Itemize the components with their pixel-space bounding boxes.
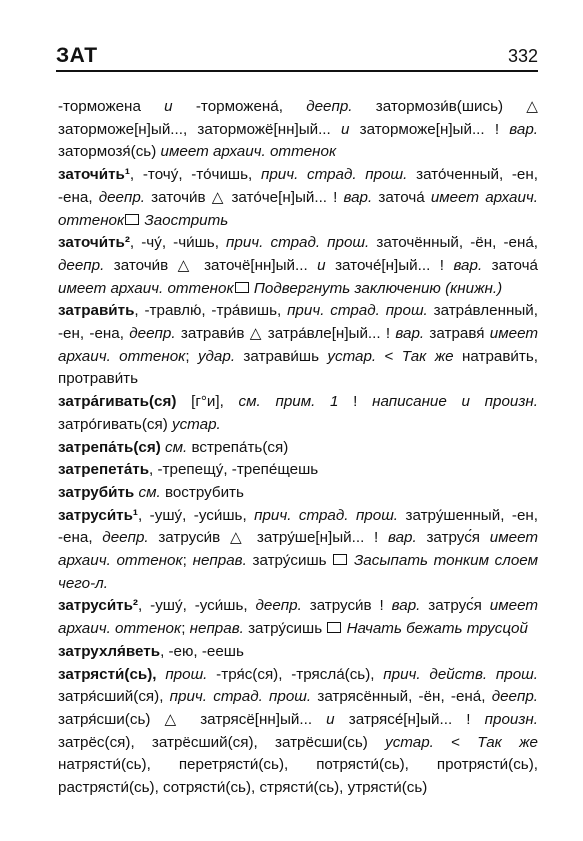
meaning-box-icon [125, 214, 139, 225]
entry-text: заточи́в △ зато́че[н]ый... ! [145, 188, 344, 206]
grammar-label: вар. [391, 597, 421, 615]
grammar-label: деепр. [306, 98, 353, 115]
entry-text: затря́сший(ся), [58, 688, 170, 706]
entry-text: натрави́ть, протрави́ть [58, 347, 538, 388]
headword: заточи́ть² [58, 234, 130, 252]
grammar-label: устар. [171, 415, 221, 433]
entry-text: натрясти́(сь), перетрясти́(сь), потрясти́(сь), протрясти́(сь), растрясти́(сь), сотрясти́(сь), стрясти́(сь), утрясти́(сь) [58, 756, 538, 797]
entry-text: , -точу́, -то́чишь, [129, 166, 261, 184]
entry-text: заточа́ [482, 256, 538, 274]
headword: затрепа́ть(ся) [58, 438, 161, 456]
headword: затрепета́ть [58, 461, 150, 479]
entry-text: зато́ченный, -ен, -ена, [58, 166, 538, 206]
grammar-label: деепр. [102, 529, 149, 547]
entry-text: затра́вленный, -ен, -ена, [58, 302, 538, 343]
entry-text: , -трепещу́, -трепе́щешь [149, 461, 319, 479]
entry-text: , -ушу́, -уси́шь, [138, 506, 255, 524]
entry-text: затрясённый, -ён, -ена́, [311, 688, 492, 706]
grammar-label: имеет архаич. оттенок [58, 597, 538, 638]
grammar-label: устар. [327, 347, 377, 365]
entry-text: < [376, 347, 402, 365]
entry-text: затрясе́[н]ый... ! [334, 710, 485, 728]
entry-text: затрави́шь [235, 347, 328, 365]
entry-text: , -ушу́, -уси́шь, [138, 597, 256, 615]
grammar-label: Засыпать тонким слоем чего-л. [58, 552, 538, 592]
meaning-box-icon [327, 622, 341, 633]
grammar-label: и [340, 120, 350, 138]
grammar-label: и [164, 98, 173, 115]
grammar-label: см. [165, 438, 188, 456]
meaning-box-icon [333, 554, 347, 565]
entry-text: заточа́ [372, 188, 431, 206]
grammar-label: имеет архаич. оттенок [160, 143, 337, 161]
grammar-label: прич. страд. прош. [260, 166, 408, 184]
entry-text: < [433, 733, 478, 751]
dictionary-entry [58, 664, 538, 800]
guide-word: ЗАТ [56, 44, 98, 67]
grammar-label: см. прим. 1 [238, 393, 339, 411]
grammar-label: см. [138, 483, 161, 501]
entry-text: , -чу́, -чи́шь, [129, 234, 227, 252]
grammar-label: Заострить [144, 211, 229, 229]
entry-text: заточе́[н]ый... ! [325, 256, 454, 274]
grammar-label: неправ. [189, 620, 244, 638]
grammar-label: имеет архаич. оттенок [58, 188, 538, 229]
entry-text: затру́сишь [243, 620, 327, 638]
grammar-label: деепр. [58, 256, 105, 274]
entry-text: затро́гивать(ся) [58, 415, 172, 433]
entry-text: затря́сши(сь) △ затрясё[нн]ый... [58, 710, 327, 728]
grammar-label: деепр. [491, 688, 538, 706]
entry-text: вострубить [160, 483, 244, 501]
entry-text: затруси́в △ затру́ше[н]ый... ! [148, 529, 389, 547]
grammar-label: вар. [343, 188, 373, 206]
grammar-label: неправ. [192, 552, 247, 570]
headword: затра́гивать(ся) [58, 393, 177, 411]
headword: затрави́ть [58, 302, 135, 320]
grammar-label: Начать бежать трусцой [346, 620, 528, 638]
grammar-label: деепр. [129, 325, 176, 343]
entry-text: затормозя́(сь) [58, 143, 161, 161]
entry-text: [г°и], [176, 393, 239, 411]
grammar-label: написание и произн. [372, 393, 538, 411]
meaning-box-icon [235, 282, 249, 293]
dictionary-entry [58, 459, 538, 482]
dictionary-entry [58, 437, 538, 460]
grammar-label: прич. страд. прош. [226, 234, 370, 252]
grammar-label: Так же [401, 347, 454, 365]
entry-text: затормози́в(шись) △ заторможе[н]ый..., заторможё[нн]ый... [58, 98, 538, 138]
entry-text: -торможена́, [172, 98, 307, 115]
entry-text: затру́шенный, -ен, -ена, [58, 506, 539, 547]
headword: заточи́ть¹ [58, 166, 130, 184]
grammar-label: вар. [453, 256, 483, 274]
dictionary-entry [58, 96, 538, 164]
grammar-label: вар. [509, 120, 538, 138]
grammar-label: Подвергнуть заключению (книжн.) [253, 279, 503, 297]
entry-text: ; [185, 347, 198, 365]
headword: затрясти́(сь), [58, 665, 157, 683]
entry-text: заточи́в △ заточё[нн]ый... [104, 256, 318, 274]
headword: затруби́ть [58, 483, 135, 501]
dictionary-entries [58, 96, 538, 800]
entry-text: , -ею, -еешь [160, 642, 244, 660]
dictionary-entry [58, 391, 538, 436]
entry-text: ! [338, 393, 373, 411]
entry-text: заточённый, -ён, -ена́, [369, 234, 538, 252]
dictionary-entry [58, 595, 538, 640]
grammar-label: прич. страд. прош. [169, 688, 312, 706]
entry-text: затру́сишь [246, 552, 333, 570]
dictionary-entry [58, 300, 538, 391]
page-header [56, 36, 538, 72]
grammar-label: прич. действ. прош. [383, 665, 538, 683]
grammar-label: имеет архаич. оттенок [58, 279, 234, 297]
headword: затрухля́веть [58, 642, 161, 660]
grammar-label: деепр. [98, 188, 146, 206]
headword: затруси́ть¹ [58, 506, 138, 524]
grammar-label: вар. [388, 529, 417, 547]
grammar-label: деепр. [255, 597, 302, 615]
entry-text: , -травлю́, -тра́вишь, [134, 302, 288, 320]
entry-text: ; [181, 620, 190, 638]
grammar-label: и [317, 256, 326, 274]
grammar-label: прич. страд. прош. [254, 506, 399, 524]
grammar-label: устар. [385, 733, 434, 751]
dictionary-entry [58, 505, 538, 596]
dictionary-entry [58, 232, 538, 300]
grammar-label: удар. [197, 347, 236, 365]
entry-text: затрёс(ся), затрёсший(ся), затрёсши(сь) [58, 733, 386, 751]
grammar-label: прич. страд. прош. [287, 302, 428, 320]
entry-text: затрави́в △ затра́вле[н]ый... ! [175, 325, 396, 343]
entry-text: встрепа́ть(ся) [187, 438, 289, 456]
grammar-label: и [326, 710, 335, 728]
entry-text [157, 666, 166, 683]
page-number: 332 [507, 46, 538, 66]
grammar-label: прош. [165, 665, 208, 683]
entry-text: затрус́я [420, 597, 490, 615]
grammar-label: имеет архаич. оттенок [58, 529, 538, 570]
headword: затруси́ть² [58, 597, 138, 615]
dictionary-entry [58, 164, 538, 232]
entry-text: затравя́ [424, 325, 490, 343]
entry-text: -торможена [58, 98, 165, 115]
entry-text: заторможе[н]ый... ! [349, 120, 510, 138]
grammar-label: имеет архаич. оттенок [58, 325, 538, 365]
dictionary-entry [58, 641, 538, 664]
entry-text: затруси́в ! [301, 597, 392, 615]
grammar-label: вар. [395, 325, 425, 343]
dictionary-entry [58, 482, 538, 505]
grammar-label: Так же [477, 733, 538, 751]
grammar-label: произн. [484, 710, 538, 728]
entry-text: -тря́с(ся), -трясла́(сь), [207, 665, 384, 683]
entry-text: ; [182, 552, 193, 570]
entry-text: затрус́я [416, 529, 490, 547]
